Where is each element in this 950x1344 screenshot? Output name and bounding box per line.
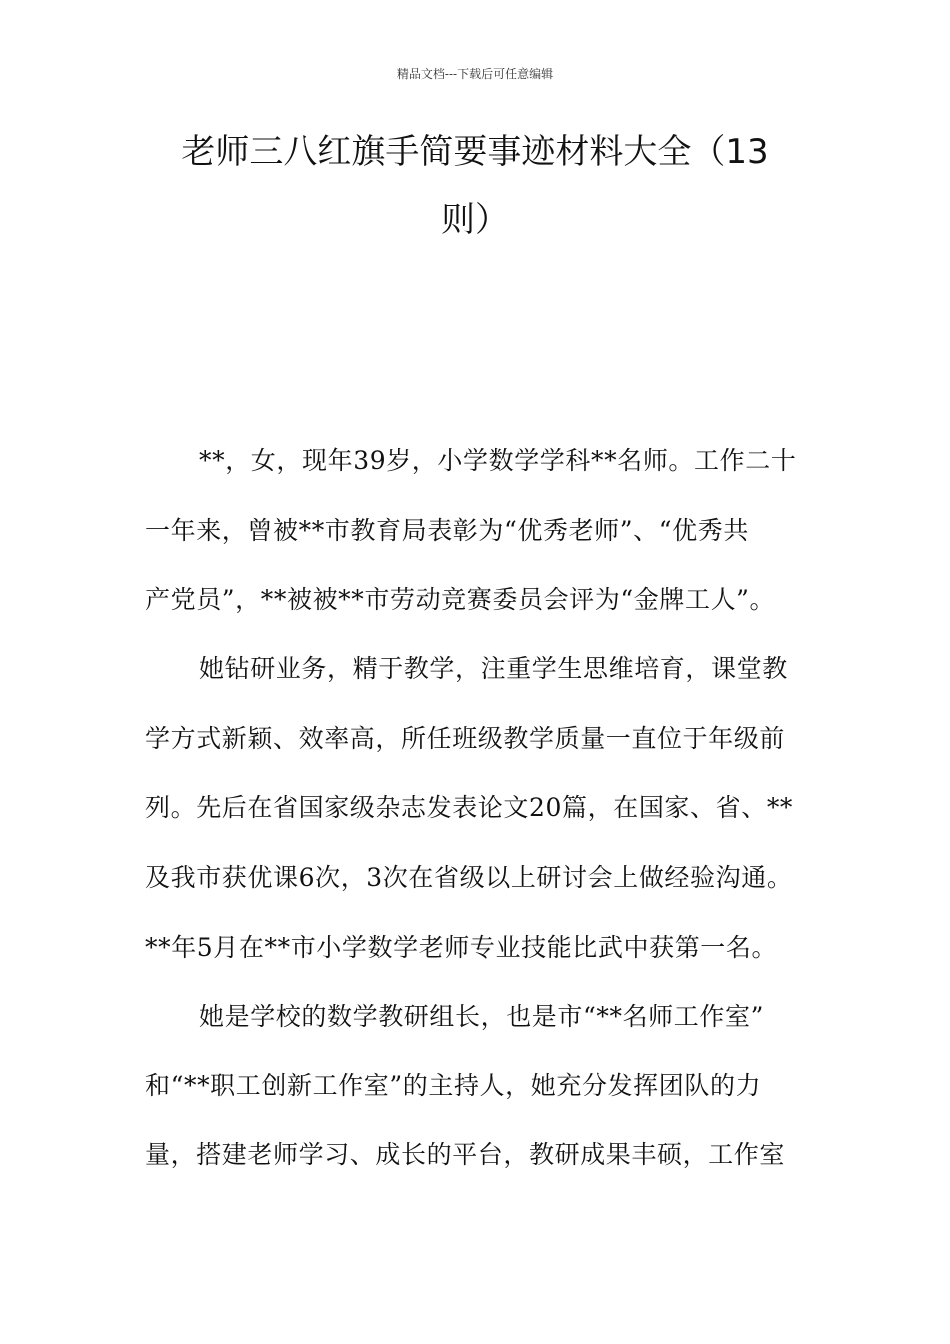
paragraph-line: 产党员”，**被被**市劳动竞赛委员会评为“金牌工人”。: [145, 585, 776, 614]
paragraph-line: 及我市获优课6次，3次在省级以上研讨会上做经验沟通。: [145, 863, 793, 892]
header-note: 精品文档---下载后可任意编辑: [396, 67, 554, 81]
paragraph-line: 她钻研业务，精于教学，注重学生思维培育，课堂教: [199, 654, 788, 683]
paragraph-line: 列。先后在省国家级杂志发表论文20篇，在国家、省、**: [145, 793, 794, 822]
paragraph-line: 学方式新颖、效率高，所任班级教学质量一直位于年级前: [145, 724, 786, 753]
paragraph-line: 和“**职工创新工作室”的主持人，她充分发挥团队的力: [145, 1071, 762, 1100]
paragraph-line: 一年来，曾被**市教育局表彰为“优秀老师”、“优秀共: [145, 516, 749, 545]
paragraph-line: 她是学校的数学教研组长，也是市“**名师工作室”: [199, 1002, 764, 1031]
page-title-line-1: 老师三八红旗手简要事迹材料大全（13: [181, 132, 769, 172]
paragraph-line: 量，搭建老师学习、成长的平台，教研成果丰硕，工作室: [145, 1140, 786, 1169]
page-title-line-2: 则）: [441, 200, 509, 240]
paragraph-line: **年5月在**市小学数学老师专业技能比武中获第一名。: [145, 933, 778, 962]
paragraph-line: **，女，现年39岁，小学数学学科**名师。工作二十: [199, 446, 797, 475]
